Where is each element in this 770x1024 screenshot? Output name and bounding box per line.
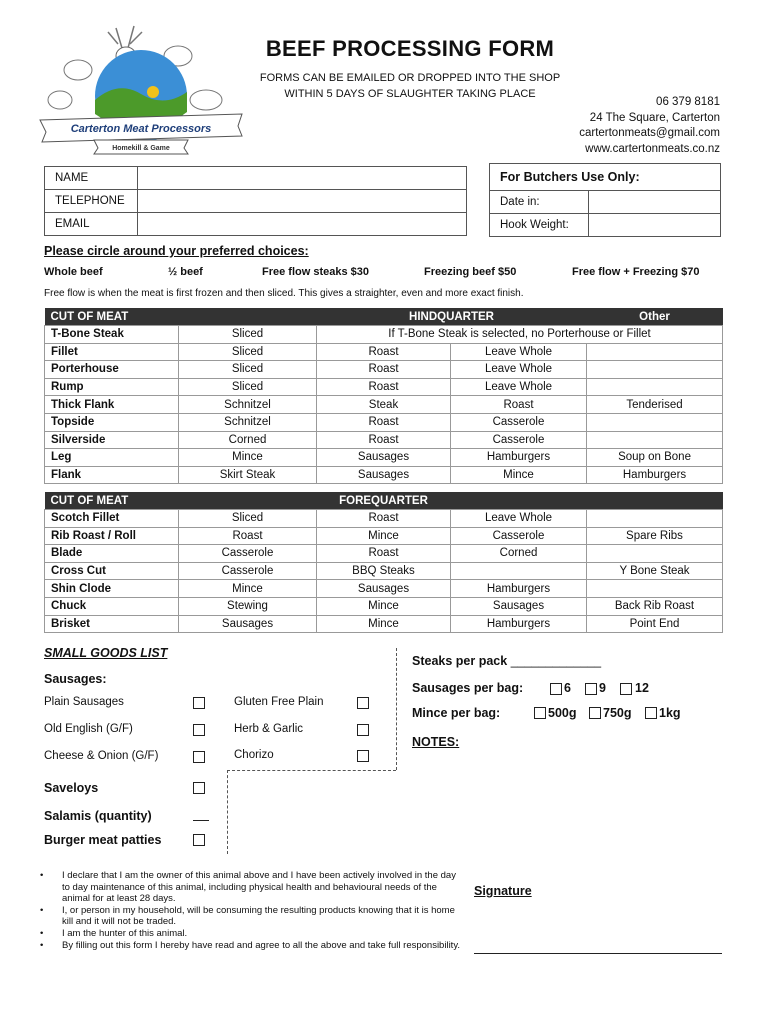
table-row — [45, 545, 723, 563]
mince-750g-label: 750g — [603, 706, 632, 720]
telephone-label: TELEPHONE — [45, 190, 138, 213]
sausage-12-checkbox[interactable] — [620, 683, 632, 695]
table-row — [45, 510, 723, 528]
option-cell[interactable]: Casserole — [451, 431, 587, 449]
table-row — [45, 527, 723, 545]
sausages-heading: Sausages: — [44, 672, 107, 686]
choices-heading: Please circle around your preferred choices: — [44, 244, 309, 258]
sausage-6-label: 6 — [564, 681, 571, 695]
option-cell[interactable]: Casserole — [179, 545, 317, 563]
saveloys-checkbox[interactable] — [193, 782, 205, 794]
option-cell[interactable]: Hamburgers — [451, 615, 587, 633]
old-english-checkbox[interactable] — [193, 724, 205, 736]
option-cell[interactable]: Tenderised — [587, 396, 723, 414]
email-label: EMAIL — [45, 213, 138, 236]
fore-header-blank — [587, 492, 723, 510]
option-cell[interactable] — [587, 361, 723, 379]
mince-1kg-checkbox[interactable] — [645, 707, 657, 719]
sausage-6-checkbox[interactable] — [550, 683, 562, 695]
declaration-text: I, or person in my household, will be consuming the resulting products knowing that it is home kill and it will not be traded. — [62, 904, 455, 928]
mince-per-bag-label: Mince per bag: — [412, 706, 501, 720]
declaration-item: • I am the hunter of this animal. — [40, 927, 188, 939]
choice-free-flow-freezing[interactable]: Free flow + Freezing $70 — [572, 266, 700, 278]
option-cell[interactable]: Sausages — [317, 580, 451, 598]
option-cell[interactable]: Soup on Bone — [587, 449, 723, 467]
signature-line[interactable] — [474, 953, 722, 954]
option-cell[interactable]: Leave Whole — [451, 378, 587, 396]
declaration-text: I declare that I am the owner of this animal above and I have been actively involved in the day to day maintenance of this animal, including physical health and behavioural needs of the animal for at least 28 days. — [62, 870, 456, 905]
choice-freezing[interactable]: Freezing beef $50 — [424, 266, 517, 278]
cut-name: Cross Cut — [45, 562, 179, 580]
option-cell[interactable]: Hamburgers — [451, 580, 587, 598]
option-cell[interactable]: Roast — [179, 527, 317, 545]
subtitle — [240, 70, 580, 102]
option-cell[interactable]: Leave Whole — [451, 510, 587, 528]
free-flow-note: Free flow is when the meat is first frozen and then sliced. This gives a straighter, even and more exact finish. — [44, 288, 524, 299]
option-cell[interactable] — [587, 343, 723, 361]
table-row — [45, 580, 723, 598]
gluten-free-label: Gluten Free Plain — [234, 696, 324, 708]
option-cell[interactable]: Sliced — [179, 510, 317, 528]
cut-name: Scotch Fillet — [45, 510, 179, 528]
steaks-per-pack-text: Steaks per pack — [412, 654, 508, 668]
saveloys-label: Saveloys — [44, 781, 99, 795]
tbone-note: If T-Bone Steak is selected, no Porterhouse or Fillet — [317, 326, 723, 344]
option-cell[interactable]: Sausages — [317, 449, 451, 467]
option-cell[interactable]: Mince — [451, 466, 587, 484]
cut-name: Shin Clode — [45, 580, 179, 598]
table-row — [45, 343, 723, 361]
option-cell[interactable]: Y Bone Steak — [587, 562, 723, 580]
option-cell[interactable]: Sliced — [179, 343, 317, 361]
option-cell[interactable]: Sausages — [179, 615, 317, 633]
option-cell[interactable]: Mince — [317, 527, 451, 545]
email-field[interactable] — [138, 213, 467, 236]
mince-1kg-label: 1kg — [659, 706, 681, 720]
choice-free-flow[interactable]: Free flow steaks $30 — [262, 266, 370, 278]
option-cell[interactable]: Corned — [451, 545, 587, 563]
table-row — [45, 413, 723, 431]
cut-name: Fillet — [45, 343, 179, 361]
cut-name: Leg — [45, 449, 179, 467]
option-cell[interactable]: Steak — [317, 396, 451, 414]
steaks-per-pack-blank[interactable]: _____________ — [510, 654, 602, 668]
declaration-item: • I declare that I am the owner of this animal above and I have been actively involved in the day to day maintenance of this animal, including physical health and behavioural needs of the animal for at least 28 days. — [40, 870, 456, 905]
table-row — [45, 378, 723, 396]
divider — [396, 648, 397, 770]
table-row — [45, 449, 723, 467]
table-row — [45, 326, 723, 344]
notes-area[interactable] — [412, 752, 720, 852]
plain-sausages-checkbox[interactable] — [193, 697, 205, 709]
sausage-9-checkbox[interactable] — [585, 683, 597, 695]
contact-address: 24 The Square, Carterton — [589, 111, 720, 124]
customer-details-table — [44, 166, 467, 236]
company-logo — [38, 22, 244, 162]
option-cell[interactable]: Mince — [317, 615, 451, 633]
cheese-onion-label: Cheese & Onion (G/F) — [44, 750, 159, 762]
table-row — [45, 431, 723, 449]
fore-title: FOREQUARTER — [317, 492, 451, 510]
chorizo-checkbox[interactable] — [357, 750, 369, 762]
option-cell[interactable]: Sausages — [451, 597, 587, 615]
mince-500g-checkbox[interactable] — [534, 707, 546, 719]
cut-name: T-Bone Steak — [45, 326, 179, 344]
date-in-label: Date in: — [490, 191, 589, 214]
forequarter-table — [44, 492, 723, 633]
cheese-onion-checkbox[interactable] — [193, 751, 205, 763]
table-row — [45, 466, 723, 484]
hind-header-blank — [179, 308, 317, 326]
option-cell[interactable]: Roast — [317, 343, 451, 361]
declaration-list — [40, 870, 460, 951]
option-cell[interactable] — [587, 545, 723, 563]
option-cell[interactable]: Roast — [317, 545, 451, 563]
butchers-use-table — [489, 163, 721, 237]
hook-weight-label: Hook Weight: — [490, 214, 589, 237]
option-cell[interactable]: Corned — [179, 431, 317, 449]
option-cell[interactable]: Roast — [317, 378, 451, 396]
option-cell[interactable]: Mince — [317, 597, 451, 615]
option-cell[interactable]: BBQ Steaks — [317, 562, 451, 580]
small-goods-heading: SMALL GOODS LIST — [44, 646, 168, 660]
option-cell[interactable] — [587, 510, 723, 528]
gluten-free-checkbox[interactable] — [357, 697, 369, 709]
option-cell[interactable]: Roast — [317, 431, 451, 449]
option-cell[interactable]: Mince — [179, 449, 317, 467]
contact-block — [579, 95, 720, 157]
option-cell[interactable]: Schnitzel — [179, 413, 317, 431]
option-cell[interactable]: Sausages — [317, 466, 451, 484]
burger-patties-checkbox[interactable] — [193, 834, 205, 846]
plain-sausages-label: Plain Sausages — [44, 696, 124, 708]
table-row — [45, 597, 723, 615]
declaration-text: By filling out this form I hereby have read and agree to all the above and take full responsibility. — [62, 939, 460, 951]
option-cell[interactable]: Mince — [179, 580, 317, 598]
cut-name: Brisket — [45, 615, 179, 633]
declaration-item: • I, or person in my household, will be consuming the resulting products knowing that it is home kill and it will not be traded. — [40, 904, 455, 928]
option-cell[interactable]: Roast — [451, 396, 587, 414]
subtitle-line-1: FORMS CAN BE EMAILED OR DROPPED INTO THE SHOP — [259, 72, 561, 84]
option-cell[interactable]: Sliced — [179, 326, 317, 344]
name-label: NAME — [45, 167, 138, 190]
steaks-per-pack-label — [412, 654, 601, 668]
hind-col-other: Other — [587, 308, 723, 326]
option-cell[interactable]: Leave Whole — [451, 343, 587, 361]
option-cell[interactable] — [587, 413, 723, 431]
cut-name: Rump — [45, 378, 179, 396]
table-row — [45, 562, 723, 580]
herb-garlic-checkbox[interactable] — [357, 724, 369, 736]
option-cell[interactable]: Casserole — [179, 562, 317, 580]
option-cell[interactable]: Hamburgers — [451, 449, 587, 467]
mince-750g-checkbox[interactable] — [589, 707, 601, 719]
cut-name: Topside — [45, 413, 179, 431]
date-in-field[interactable] — [589, 191, 721, 214]
salamis-quantity-line[interactable] — [193, 820, 209, 821]
salamis-label: Salamis (quantity) — [44, 809, 152, 823]
fore-header-blank — [179, 492, 317, 510]
choice-whole-beef[interactable]: Whole beef — [44, 266, 103, 278]
hindquarter-table — [44, 308, 723, 484]
option-cell[interactable] — [587, 378, 723, 396]
option-cell[interactable] — [587, 580, 723, 598]
burger-patties-label: Burger meat patties — [44, 833, 162, 847]
divider — [227, 770, 228, 854]
option-cell[interactable]: Back Rib Roast — [587, 597, 723, 615]
butchers-use-heading: For Butchers Use Only: — [490, 164, 721, 191]
table-row — [45, 396, 723, 414]
hind-col-cut: CUT OF MEAT — [45, 308, 179, 326]
logo-sub: Homekill & Game — [112, 145, 170, 152]
option-cell[interactable]: Casserole — [451, 413, 587, 431]
mince-500g-label: 500g — [548, 706, 577, 720]
option-cell[interactable]: Sliced — [179, 378, 317, 396]
sausage-12-label: 12 — [635, 681, 649, 695]
fore-header-blank — [451, 492, 587, 510]
option-cell[interactable]: Leave Whole — [451, 361, 587, 379]
contact-email: cartertonmeats@gmail.com — [579, 127, 720, 139]
sausage-9-label: 9 — [599, 681, 606, 695]
contact-web: www.cartertonmeats.co.nz — [585, 142, 720, 155]
cut-name: Porterhouse — [45, 361, 179, 379]
option-cell[interactable]: Sliced — [179, 361, 317, 379]
telephone-field[interactable] — [138, 190, 467, 213]
option-cell[interactable]: Roast — [317, 413, 451, 431]
herb-garlic-label: Herb & Garlic — [234, 723, 304, 735]
option-cell[interactable]: Skirt Steak — [179, 466, 317, 484]
option-cell[interactable]: Schnitzel — [179, 396, 317, 414]
signature-label: Signature — [474, 884, 532, 898]
old-english-label: Old English (G/F) — [44, 723, 133, 735]
cut-name: Silverside — [45, 431, 179, 449]
sausages-per-bag-label: Sausages per bag: — [412, 681, 524, 695]
cut-name: Thick Flank — [45, 396, 179, 414]
logo-name: Carterton Meat Processors — [70, 123, 212, 135]
declaration-item: • By filling out this form I hereby have read and agree to all the above and take full responsibility. — [40, 939, 460, 951]
option-cell[interactable]: Casserole — [451, 527, 587, 545]
hook-weight-field[interactable] — [589, 214, 721, 237]
option-cell[interactable]: Roast — [317, 361, 451, 379]
option-cell[interactable]: Spare Ribs — [587, 527, 723, 545]
choice-half-beef[interactable]: ½ beef — [168, 266, 203, 278]
contact-phone: 06 379 8181 — [656, 96, 720, 108]
cut-name: Flank — [45, 466, 179, 484]
divider — [227, 770, 396, 771]
option-cell[interactable]: Stewing — [179, 597, 317, 615]
fore-col-cut: CUT OF MEAT — [45, 492, 179, 510]
cut-name: Rib Roast / Roll — [45, 527, 179, 545]
option-cell[interactable]: Point End — [587, 615, 723, 633]
page-title: BEEF PROCESSING FORM — [265, 36, 555, 61]
hind-title: HINDQUARTER — [317, 308, 587, 326]
name-field[interactable] — [138, 167, 467, 190]
notes-label: NOTES: — [412, 735, 460, 749]
option-cell[interactable]: Hamburgers — [587, 466, 723, 484]
declaration-text: I am the hunter of this animal. — [62, 927, 188, 939]
cut-name: Blade — [45, 545, 179, 563]
option-cell[interactable]: Roast — [317, 510, 451, 528]
cut-name: Chuck — [45, 597, 179, 615]
subtitle-line-2: WITHIN 5 DAYS OF SLAUGHTER TAKING PLACE — [284, 88, 536, 100]
table-row — [45, 361, 723, 379]
chorizo-label: Chorizo — [234, 749, 274, 761]
option-cell[interactable] — [587, 431, 723, 449]
option-cell[interactable] — [451, 562, 587, 580]
table-row — [45, 615, 723, 633]
